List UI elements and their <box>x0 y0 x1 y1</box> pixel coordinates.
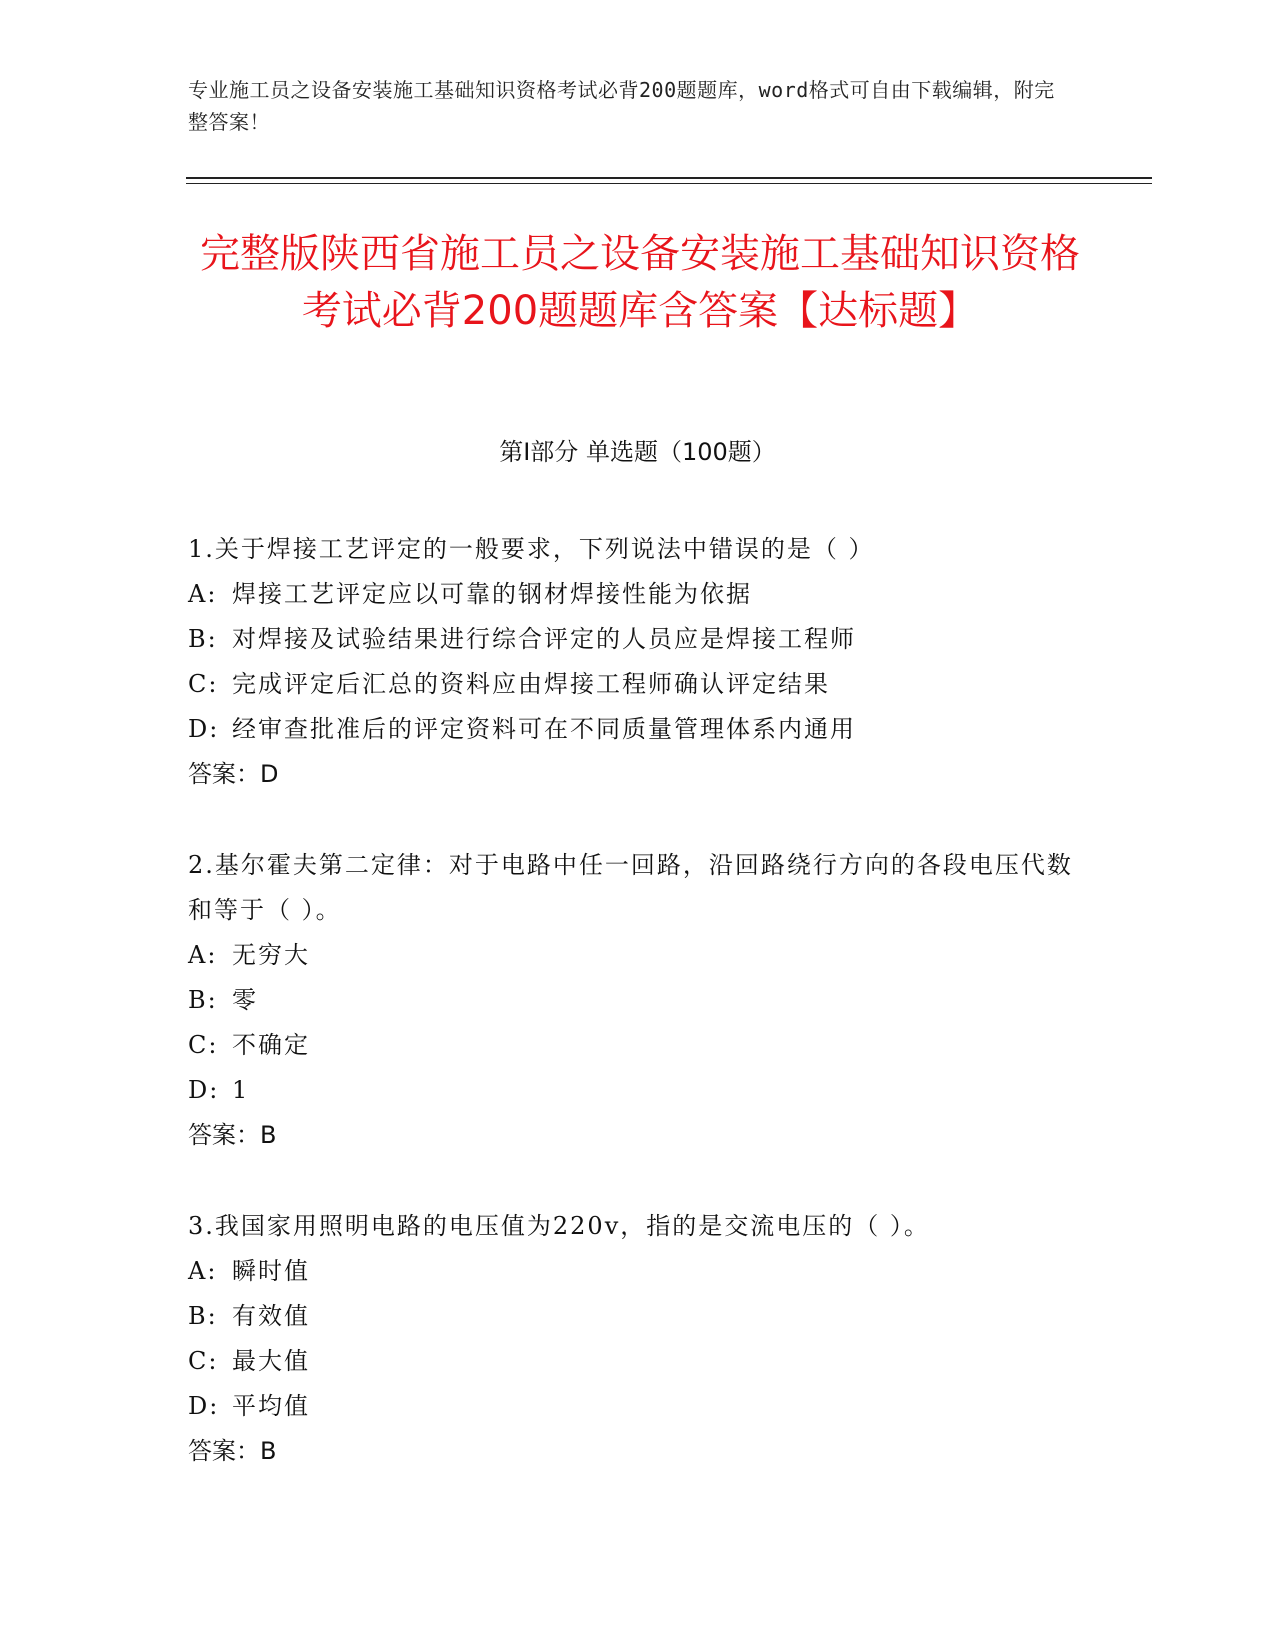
option-text: 无穷大 <box>232 941 310 969</box>
question-1 <box>188 527 1088 797</box>
option-letter: C: <box>188 1031 219 1059</box>
option-text: 对焊接及试验结果进行综合评定的人员应是焊接工程师 <box>232 625 856 653</box>
question-2 <box>188 843 1088 1158</box>
option-letter: B: <box>188 986 218 1014</box>
document-title: 完整版陕西省施工员之设备安装施工基础知识资格考试必背200题题库含答案【达标题】 <box>200 231 1080 334</box>
option-text: 不确定 <box>232 1031 310 1059</box>
question-stem: 3.我国家用照明电路的电压值为220v，指的是交流电压的（ ）。 <box>188 1212 930 1240</box>
option-a <box>188 1249 1088 1294</box>
option-letter: B: <box>188 625 218 653</box>
answer-line: 答案：D <box>188 760 279 788</box>
option-b <box>188 978 1088 1023</box>
question-stem: 2.基尔霍夫第二定律：对于电路中任一回路，沿回路绕行方向的各段电压代数和等于（ ）。 <box>188 851 1073 924</box>
option-b <box>188 1294 1088 1339</box>
option-c <box>188 1339 1088 1384</box>
option-letter: C: <box>188 670 219 698</box>
option-d <box>188 1068 1088 1113</box>
answer-line: 答案：B <box>188 1121 277 1149</box>
question-list <box>188 527 1088 1520</box>
question-3 <box>188 1204 1088 1474</box>
option-d <box>188 1384 1088 1429</box>
option-c <box>188 1023 1088 1068</box>
option-text: 零 <box>232 986 258 1014</box>
option-letter: D: <box>188 1076 220 1104</box>
answer-line: 答案：B <box>188 1437 277 1465</box>
header-rule-thin <box>186 183 1152 184</box>
option-letter: D: <box>188 1392 220 1420</box>
option-letter: A: <box>188 941 218 969</box>
option-text: 经审查批准后的评定资料可在不同质量管理体系内通用 <box>232 715 856 743</box>
header-note: 专业施工员之设备安装施工基础知识资格考试必背200题题库，word格式可自由下载编辑，附完整答案！ <box>188 78 1055 134</box>
option-text: 1 <box>232 1076 250 1104</box>
option-letter: A: <box>188 1257 218 1285</box>
option-text: 有效值 <box>232 1302 310 1330</box>
section-heading: 第I部分 单选题（100题） <box>499 438 776 466</box>
option-d <box>188 707 1088 752</box>
option-text: 瞬时值 <box>232 1257 310 1285</box>
option-b <box>188 617 1088 662</box>
option-letter: D: <box>188 715 220 743</box>
option-text: 最大值 <box>232 1347 310 1375</box>
option-c <box>188 662 1088 707</box>
option-letter: A: <box>188 580 218 608</box>
option-text: 焊接工艺评定应以可靠的钢材焊接性能为依据 <box>232 580 752 608</box>
option-letter: B: <box>188 1302 218 1330</box>
header-rule-thick <box>186 177 1152 179</box>
question-stem: 1.关于焊接工艺评定的一般要求，下列说法中错误的是（ ） <box>188 535 875 563</box>
option-a <box>188 572 1088 617</box>
option-letter: C: <box>188 1347 219 1375</box>
option-a <box>188 933 1088 978</box>
option-text: 完成评定后汇总的资料应由焊接工程师确认评定结果 <box>232 670 830 698</box>
option-text: 平均值 <box>232 1392 310 1420</box>
